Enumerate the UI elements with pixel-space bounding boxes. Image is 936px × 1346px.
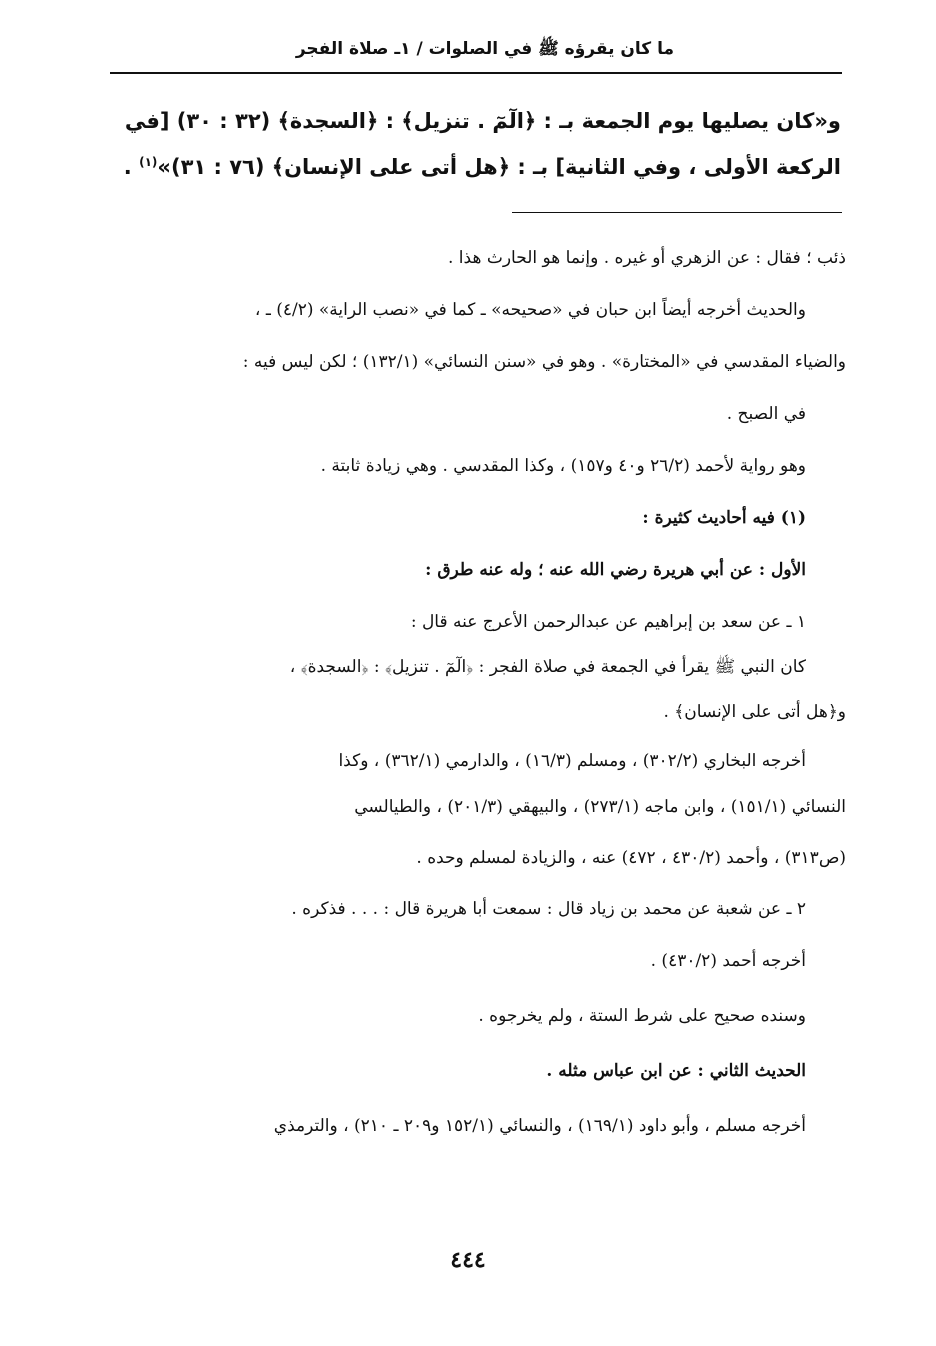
footnotes-block <box>96 232 846 1152</box>
footnote-line: (ص٣١٣) ، وأحمد (٤٣٠/٢ ، ٤٧٢) عنه ، والزيادة لمسلم وحده . <box>416 848 846 868</box>
footnote-divider <box>512 212 842 213</box>
footnote-reference: (١) <box>139 155 158 169</box>
main-text-line-2-end: . <box>123 155 140 179</box>
main-text-line-2-body: الركعة الأولى ، وفي الثانية] بـ : ﴿هل أتى على الإنسان﴾ (٧٦ : ٣١)» <box>157 155 841 179</box>
footnote-line: كان النبي ﷺ يقرأ في الجمعة في صلاة الفجر : ﴿الٓمٓ . تنزيل﴾ : ﴿السجدة﴾ ، <box>289 657 806 677</box>
footnote-heading: (١) فيه أحاديث كثيرة : <box>642 508 806 528</box>
footnote-line: ذئب ؛ فقال : عن الزهري أو غيره . وإنما هو الحارث هذا . <box>448 248 846 268</box>
footnote-line: والضياء المقدسي في «المختارة» . وهو في «سنن النسائي» (١٣٢/١) ؛ لكن ليس فيه : <box>242 352 846 372</box>
main-text-line-2 <box>101 144 841 190</box>
footnote-line: أخرجه أحمد (٤٣٠/٢) . <box>650 951 806 971</box>
footnote-line: في الصبح . <box>726 404 806 424</box>
footnote-line: ٢ ـ عن شعبة عن محمد بن زياد قال : سمعت أبا هريرة قال : . . . فذكره . <box>291 899 806 919</box>
header-divider <box>110 72 842 74</box>
running-header: ما كان يقرؤه ﷺ في الصلوات / ١ـ صلاة الفجر <box>295 39 674 59</box>
footnote-line: النسائي (١٥١/١) ، وابن ماجه (٢٧٣/١) ، والبيهقي (٢٠١/٣) ، والطيالسي <box>354 797 846 817</box>
main-text-line-1: و«كان يصليها يوم الجمعة بـ : ﴿الٓمٓ . تنزيل﴾ : ﴿السجدة﴾ (٣٢ : ٣٠) [في <box>124 109 841 133</box>
footnote-line: وسنده صحيح على شرط الستة ، ولم يخرجوه . <box>478 1006 806 1026</box>
footnote-line: و﴿هل أتى على الإنسان﴾ . <box>663 702 846 722</box>
footnote-line: أخرجه مسلم ، وأبو داود (١٦٩/١) ، والنسائي (١٥٢/١ و٢٠٩ ـ ٢١٠) ، والترمذي <box>273 1116 806 1136</box>
footnote-line: والحديث أخرجه أيضاً ابن حبان في «صحيحه» ـ كما في «نصب الراية» (٤/٢) ـ ، <box>254 300 806 320</box>
page-number: ٤٤٤ <box>450 1247 486 1273</box>
footnote-heading: الحديث الثاني : عن ابن عباس مثله . <box>546 1061 806 1081</box>
main-text-block <box>101 98 841 190</box>
footnote-heading: الأول : عن أبي هريرة رضي الله عنه ؛ وله عنه طرق : <box>425 560 806 580</box>
footnote-line: وهو رواية لأحمد (٢٦/٢ و٤٠ و١٥٧) ، وكذا المقدسي . وهي زيادة ثابتة . <box>320 456 806 476</box>
footnote-line: أخرجه البخاري (٣٠٢/٢) ، ومسلم (١٦/٣) ، والدارمي (٣٦٢/١) ، وكذا <box>338 751 806 771</box>
footnote-line: ١ ـ عن سعد بن إبراهيم عن عبدالرحمن الأعرج عنه قال : <box>410 612 806 632</box>
